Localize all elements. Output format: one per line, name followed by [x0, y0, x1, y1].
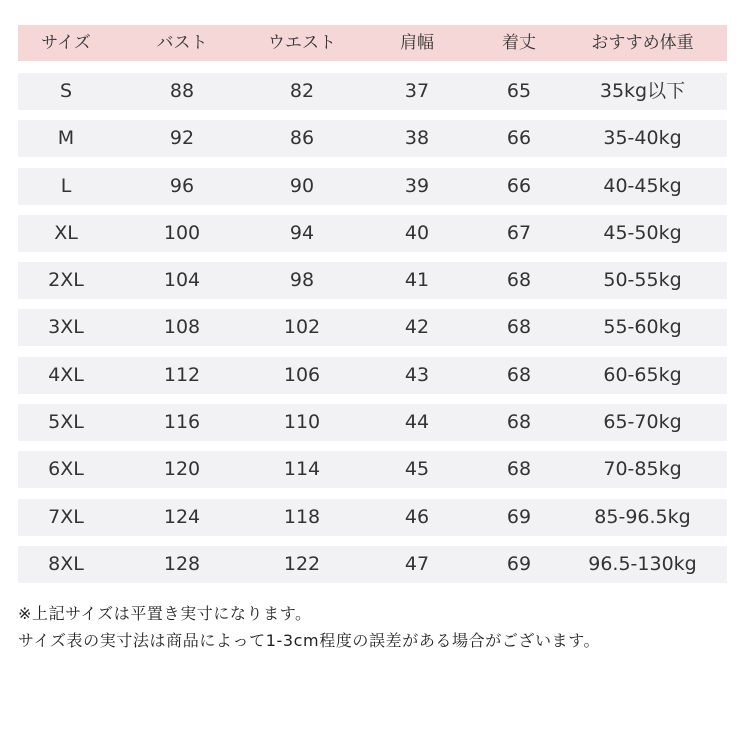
- cell-size: 3XL: [48, 316, 84, 339]
- cell-length: 69: [506, 552, 532, 575]
- cell-length: 65: [506, 80, 532, 102]
- cell-length: 68: [506, 458, 532, 481]
- cell-length: 68: [506, 411, 532, 434]
- cell-size: 8XL: [48, 552, 84, 575]
- cell-shoulder: 39: [404, 174, 430, 197]
- cell-length: 68: [506, 363, 532, 386]
- cell-shoulder: 41: [404, 269, 430, 292]
- cell-recommended-weight: 35kg以下: [599, 80, 686, 102]
- cell-waist: 110: [283, 411, 321, 434]
- cell-waist: 90: [289, 174, 315, 197]
- table-row: [18, 73, 727, 110]
- cell-size: 6XL: [48, 458, 84, 481]
- header-recommended-weight: おすすめ体重: [591, 32, 694, 53]
- cell-recommended-weight: 70-85kg: [603, 458, 682, 481]
- cell-bust: 100: [163, 221, 201, 244]
- table-row: [18, 357, 727, 394]
- cell-length: 68: [506, 316, 532, 339]
- size-table: [18, 25, 727, 593]
- cell-size: L: [60, 174, 72, 197]
- cell-waist: 94: [289, 221, 315, 244]
- cell-recommended-weight: 40-45kg: [603, 174, 682, 197]
- table-body: [18, 73, 727, 583]
- cell-shoulder: 46: [404, 505, 430, 528]
- note-line-1: ※上記サイズは平置き実寸になります。: [18, 604, 312, 623]
- cell-size: S: [59, 80, 73, 102]
- table-row: [18, 451, 727, 488]
- cell-recommended-weight: 60-65kg: [603, 363, 682, 386]
- cell-shoulder: 40: [404, 221, 430, 244]
- cell-size: 5XL: [48, 411, 84, 434]
- header-shoulder: 肩幅: [400, 32, 434, 53]
- table-row: [18, 168, 727, 205]
- cell-recommended-weight: 85-96.5kg: [594, 505, 691, 528]
- cell-recommended-weight: 65-70kg: [603, 411, 682, 434]
- header-length: 着丈: [502, 32, 536, 53]
- cell-bust: 88: [169, 80, 195, 102]
- cell-bust: 120: [163, 458, 201, 481]
- cell-length: 66: [506, 127, 532, 150]
- cell-size: XL: [54, 221, 78, 244]
- cell-waist: 82: [289, 80, 315, 102]
- cell-shoulder: 43: [404, 363, 430, 386]
- cell-shoulder: 38: [404, 127, 430, 150]
- table-row: [18, 120, 727, 157]
- table-row: [18, 215, 727, 252]
- cell-shoulder: 42: [404, 316, 430, 339]
- cell-waist: 102: [283, 316, 321, 339]
- cell-length: 69: [506, 505, 532, 528]
- cell-waist: 86: [289, 127, 315, 150]
- notes: [18, 600, 738, 654]
- cell-length: 67: [506, 221, 532, 244]
- cell-recommended-weight: 45-50kg: [603, 221, 682, 244]
- cell-recommended-weight: 35-40kg: [603, 127, 682, 150]
- table-header-row: [18, 25, 727, 61]
- cell-bust: 112: [163, 363, 201, 386]
- cell-recommended-weight: 96.5-130kg: [588, 552, 697, 575]
- cell-waist: 118: [283, 505, 321, 528]
- cell-length: 66: [506, 174, 532, 197]
- table-row: [18, 499, 727, 536]
- cell-waist: 106: [283, 363, 321, 386]
- cell-bust: 92: [169, 127, 195, 150]
- cell-shoulder: 44: [404, 411, 430, 434]
- cell-shoulder: 45: [404, 458, 430, 481]
- cell-shoulder: 37: [404, 80, 430, 102]
- cell-waist: 122: [283, 552, 321, 575]
- cell-recommended-weight: 50-55kg: [603, 269, 682, 292]
- cell-bust: 96: [169, 174, 195, 197]
- cell-size: 2XL: [48, 269, 84, 292]
- cell-bust: 124: [163, 505, 201, 528]
- cell-bust: 128: [163, 552, 201, 575]
- cell-length: 68: [506, 269, 532, 292]
- cell-waist: 114: [283, 458, 321, 481]
- cell-size: 4XL: [48, 363, 84, 386]
- cell-bust: 108: [163, 316, 201, 339]
- note-line-2: サイズ表の実寸法は商品によって1-3cm程度の誤差がある場合がございます。: [18, 631, 601, 650]
- cell-bust: 104: [163, 269, 201, 292]
- header-waist: ウエスト: [268, 32, 336, 53]
- cell-size: 7XL: [48, 505, 84, 528]
- cell-shoulder: 47: [404, 552, 430, 575]
- table-row: [18, 309, 727, 346]
- header-bust: バスト: [156, 32, 208, 53]
- cell-recommended-weight: 55-60kg: [603, 316, 682, 339]
- cell-waist: 98: [289, 269, 315, 292]
- cell-bust: 116: [163, 411, 201, 434]
- table-row: [18, 546, 727, 583]
- cell-size: M: [57, 127, 75, 150]
- table-row: [18, 404, 727, 441]
- header-size: サイズ: [41, 32, 91, 53]
- table-row: [18, 262, 727, 299]
